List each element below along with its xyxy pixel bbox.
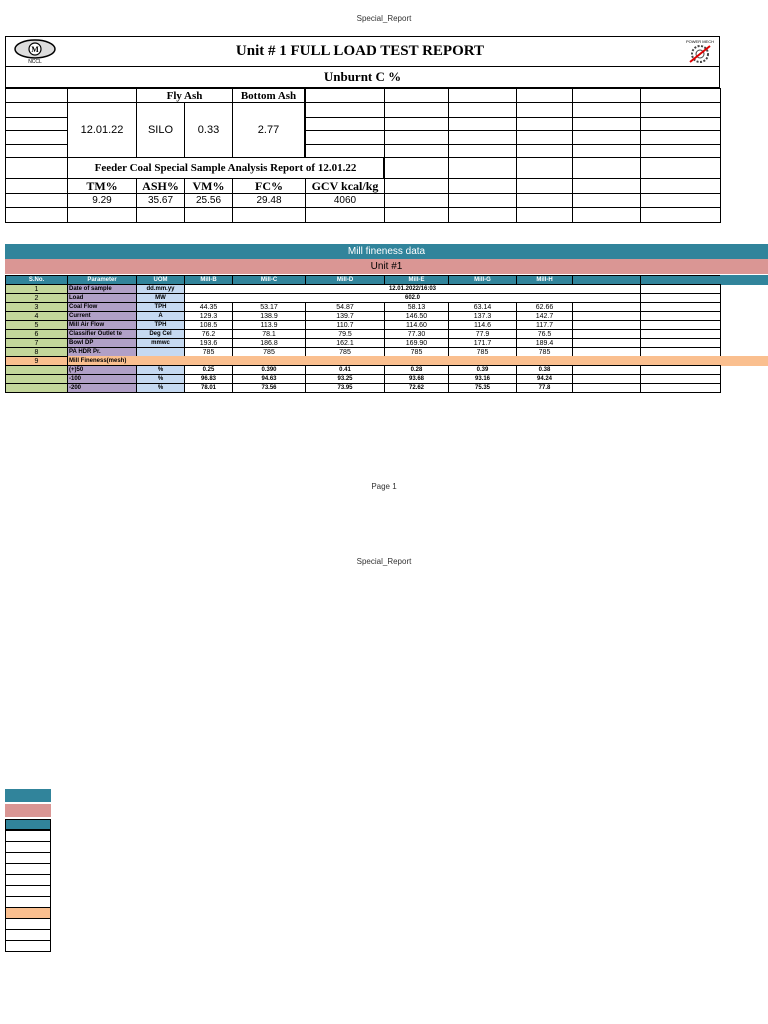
grid-cell — [572, 157, 641, 179]
mill-value-cell: 142.7 — [516, 311, 573, 321]
grid-cell — [640, 178, 721, 194]
report-title: Unit # 1 FULL LOAD TEST REPORT — [235, 43, 485, 59]
mill-fineness-value: 93.25 — [305, 374, 385, 384]
mill-row-param: Date of sample — [67, 284, 137, 294]
mill-load-value: 602.0 — [184, 293, 641, 303]
mill-row-sno: 9 — [5, 356, 68, 366]
mill-value-cell: 139.7 — [305, 311, 385, 321]
grid-cell — [305, 130, 385, 145]
grid-cell — [384, 102, 449, 118]
mill-blank-cell — [640, 383, 721, 393]
mill-row-sno: 2 — [5, 293, 68, 303]
page2-title-bar — [5, 789, 51, 802]
grid-cell — [640, 117, 721, 131]
power-mech-logo-icon — [682, 38, 718, 66]
right-logo-text: POWER MECH — [686, 39, 714, 44]
mill-fineness-value: 94.63 — [232, 374, 306, 384]
grid-cell — [384, 88, 449, 103]
mill-row-uom: MW — [136, 293, 185, 303]
mill-row-uom: % — [136, 383, 185, 393]
grid-cell — [305, 117, 385, 131]
mill-blank-cell — [572, 383, 641, 393]
mill-fineness-value: 96.83 — [184, 374, 233, 384]
grid-cell — [448, 207, 517, 223]
fly-ash-header: Fly Ash — [136, 88, 233, 103]
mill-row-uom: % — [136, 365, 185, 375]
grid-cell — [572, 193, 641, 208]
mill-row-param: -200 — [67, 383, 137, 393]
grid-cell — [5, 157, 68, 179]
grid-cell — [448, 144, 517, 158]
mill-header-mill-h: Mill-H — [516, 275, 573, 285]
mill-value-cell: 138.9 — [232, 311, 306, 321]
mill-row-param: Bowl DP — [67, 338, 137, 348]
mill-row-param: -100 — [67, 374, 137, 384]
grid-cell — [640, 193, 721, 208]
bottom-ash-header: Bottom Ash — [232, 88, 305, 103]
grid-cell — [572, 102, 641, 118]
mill-header-mill-c: Mill-C — [232, 275, 306, 285]
mill-value-cell: 785 — [305, 347, 385, 357]
feeder-header-cell: GCV kcal/kg — [305, 178, 385, 194]
grid-cell — [305, 102, 385, 118]
mill-row-sno: 1 — [5, 284, 68, 294]
grid-cell — [516, 130, 573, 145]
mill-fineness-value: 75.35 — [448, 383, 517, 393]
page-header: Special_Report — [356, 14, 412, 23]
grid-cell — [572, 130, 641, 145]
mill-fineness-value: 0.38 — [516, 365, 573, 375]
sample-date: 12.01.22 — [67, 102, 137, 158]
svg-text:M: M — [31, 45, 39, 54]
grid-cell — [448, 193, 517, 208]
grid-cell — [384, 117, 449, 131]
grid-cell — [384, 193, 449, 208]
nccl-logo-icon — [12, 39, 58, 64]
mill-header-extension — [720, 275, 768, 285]
page-footer: Page 1 — [371, 482, 397, 491]
mill-value-cell: 76.5 — [516, 329, 573, 339]
grid-cell — [136, 207, 185, 223]
grid-cell — [448, 130, 517, 145]
grid-cell — [516, 88, 573, 103]
mill-header-parameter: Parameter — [67, 275, 137, 285]
mill-value-cell: 137.3 — [448, 311, 517, 321]
mill-value-cell: 63.14 — [448, 302, 517, 312]
grid-cell — [5, 102, 68, 118]
mill-row-uom: dd.mm.yy — [136, 284, 185, 294]
grid-cell — [5, 117, 68, 131]
grid-cell — [572, 117, 641, 131]
grid-cell — [516, 193, 573, 208]
grid-cell — [640, 207, 721, 223]
grid-cell — [384, 157, 449, 179]
grid-cell — [516, 178, 573, 194]
mill-header-mill-b: Mill-B — [184, 275, 233, 285]
grid-cell — [572, 144, 641, 158]
mill-row-param: PA HDR Pr. — [67, 347, 137, 357]
grid-cell — [572, 178, 641, 194]
grid-cell — [572, 207, 641, 223]
page2-row — [5, 940, 51, 952]
grid-cell — [516, 157, 573, 179]
mill-value-cell: 785 — [516, 347, 573, 357]
grid-cell — [640, 102, 721, 118]
mill-value-cell: 113.9 — [232, 320, 306, 330]
feeder-header-cell: ASH% — [136, 178, 185, 194]
mill-value-cell: 110.7 — [305, 320, 385, 330]
grid-cell — [572, 88, 641, 103]
mill-value-cell: 162.1 — [305, 338, 385, 348]
grid-cell — [232, 207, 306, 223]
grid-cell — [448, 157, 517, 179]
feeder-header-cell: VM% — [184, 178, 233, 194]
grid-cell — [516, 117, 573, 131]
feeder-value-cell: 29.48 — [232, 193, 306, 208]
mill-row-uom: TPH — [136, 320, 185, 330]
mill-fineness-value: 93.16 — [448, 374, 517, 384]
mill-row-sno: 4 — [5, 311, 68, 321]
mill-row-sno: 3 — [5, 302, 68, 312]
mill-fineness-value: 94.24 — [516, 374, 573, 384]
mill-value-cell: 44.35 — [184, 302, 233, 312]
mill-value-cell: 785 — [184, 347, 233, 357]
grid-cell — [184, 207, 233, 223]
grid-cell — [5, 207, 68, 223]
mill-row-sno — [5, 383, 68, 393]
grid-cell — [516, 207, 573, 223]
mill-row-param: Classifier Outlet te — [67, 329, 137, 339]
grid-cell — [640, 157, 721, 179]
feeder-header-cell: TM% — [67, 178, 137, 194]
grid-cell — [5, 88, 68, 103]
mill-value-cell: 58.13 — [384, 302, 449, 312]
grid-cell — [5, 144, 68, 158]
mill-row-uom: A — [136, 311, 185, 321]
grid-cell — [305, 207, 385, 223]
mill-fineness-value: 0.41 — [305, 365, 385, 375]
mill-value-cell: 76.2 — [184, 329, 233, 339]
fineness-row-label: Mill Fineness(mesh) — [69, 358, 127, 364]
mill-value-cell: 54.87 — [305, 302, 385, 312]
mill-value-cell: 78.1 — [232, 329, 306, 339]
mill-row-sno: 6 — [5, 329, 68, 339]
power-mech-logo — [682, 38, 718, 66]
mill-value-cell: 117.7 — [516, 320, 573, 330]
mill-row-sno: 8 — [5, 347, 68, 357]
feeder-value-cell: 4060 — [305, 193, 385, 208]
bottom-ash-value: 2.77 — [232, 102, 305, 158]
mill-fineness-value: 0.25 — [184, 365, 233, 375]
mill-value-cell: 77.9 — [448, 329, 517, 339]
grid-cell — [448, 88, 517, 103]
grid-cell — [5, 130, 68, 145]
feeder-value-cell: 35.67 — [136, 193, 185, 208]
feeder-header-cell: FC% — [232, 178, 306, 194]
mill-value-cell: 169.90 — [384, 338, 449, 348]
mill-value-cell: 108.5 — [184, 320, 233, 330]
mill-row-uom: mmwc — [136, 338, 185, 348]
mill-row-uom: TPH — [136, 302, 185, 312]
grid-cell — [5, 178, 68, 194]
grid-cell — [516, 102, 573, 118]
grid-cell — [448, 178, 517, 194]
grid-cell — [384, 130, 449, 145]
mill-value-cell: 146.50 — [384, 311, 449, 321]
grid-cell — [448, 102, 517, 118]
mill-value-cell: 114.6 — [448, 320, 517, 330]
page2-header: Special_Report — [356, 557, 412, 566]
mill-row-param: Current — [67, 311, 137, 321]
mill-header-uom: UOM — [136, 275, 185, 285]
mill-fineness-value: 73.95 — [305, 383, 385, 393]
page2-header-bar — [5, 819, 51, 830]
sample-source: SILO — [136, 102, 185, 158]
unburnt-c-subtitle: Unburnt C % — [5, 66, 720, 88]
page2-unit-bar — [5, 804, 51, 817]
grid-cell — [384, 144, 449, 158]
fly-ash-value: 0.33 — [184, 102, 233, 158]
mill-header-mill-d: Mill-D — [305, 275, 385, 285]
grid-cell — [305, 144, 385, 158]
mill-title: Mill fineness data — [5, 244, 768, 259]
grid-cell — [384, 207, 449, 223]
grid-cell — [640, 88, 721, 103]
mill-row-param: Coal Flow — [67, 302, 137, 312]
mill-row-param: Mill Air Flow — [67, 320, 137, 330]
mill-value-cell: 77.30 — [384, 329, 449, 339]
mill-row-sno: 5 — [5, 320, 68, 330]
grid-cell — [305, 88, 385, 103]
mill-value-cell: 171.7 — [448, 338, 517, 348]
feeder-value-cell: 9.29 — [67, 193, 137, 208]
mill-row-sno: 7 — [5, 338, 68, 348]
feeder-value-cell: 25.56 — [184, 193, 233, 208]
mill-value-cell: 186.8 — [232, 338, 306, 348]
mill-value-cell: 785 — [384, 347, 449, 357]
mill-row-uom: Deg Cel — [136, 329, 185, 339]
mill-fineness-value: 0.390 — [232, 365, 306, 375]
mill-value-cell: 129.3 — [184, 311, 233, 321]
mill-fineness-value: 73.56 — [232, 383, 306, 393]
mill-row-param: (+)50 — [67, 365, 137, 375]
mill-unit: Unit #1 — [5, 259, 768, 274]
mill-value-cell: 62.66 — [516, 302, 573, 312]
mill-value-cell: 53.17 — [232, 302, 306, 312]
grid-cell — [5, 193, 68, 208]
nccl-logo — [12, 39, 58, 64]
mill-fineness-value: 93.68 — [384, 374, 449, 384]
mill-header-sno: S.No. — [5, 275, 68, 285]
mill-fineness-value: 77.8 — [516, 383, 573, 393]
grid-cell — [67, 88, 137, 103]
grid-cell — [384, 178, 449, 194]
mill-value-cell: 785 — [448, 347, 517, 357]
mill-header-mill-g: Mill-G — [448, 275, 517, 285]
grid-cell — [67, 207, 137, 223]
grid-cell — [640, 144, 721, 158]
mill-header-mill-e: Mill-E — [384, 275, 449, 285]
mill-fineness-value: 78.01 — [184, 383, 233, 393]
mill-row-uom: % — [136, 374, 185, 384]
grid-cell — [448, 117, 517, 131]
mill-value-cell: 114.60 — [384, 320, 449, 330]
feeder-title: Feeder Coal Special Sample Analysis Report of 12.01.22 — [67, 157, 384, 179]
mill-value-cell: 785 — [232, 347, 306, 357]
mill-fineness-value: 0.39 — [448, 365, 517, 375]
left-logo-text: NCCL — [28, 59, 42, 64]
mill-date-value: 12.01.2022/16:03 — [184, 284, 641, 294]
grid-cell — [640, 130, 721, 145]
grid-cell — [516, 144, 573, 158]
mill-value-cell: 79.5 — [305, 329, 385, 339]
mill-value-cell: 193.6 — [184, 338, 233, 348]
mill-row-param: Load — [67, 293, 137, 303]
mill-fineness-value: 72.62 — [384, 383, 449, 393]
mill-value-cell: 189.4 — [516, 338, 573, 348]
mill-fineness-value: 0.28 — [384, 365, 449, 375]
